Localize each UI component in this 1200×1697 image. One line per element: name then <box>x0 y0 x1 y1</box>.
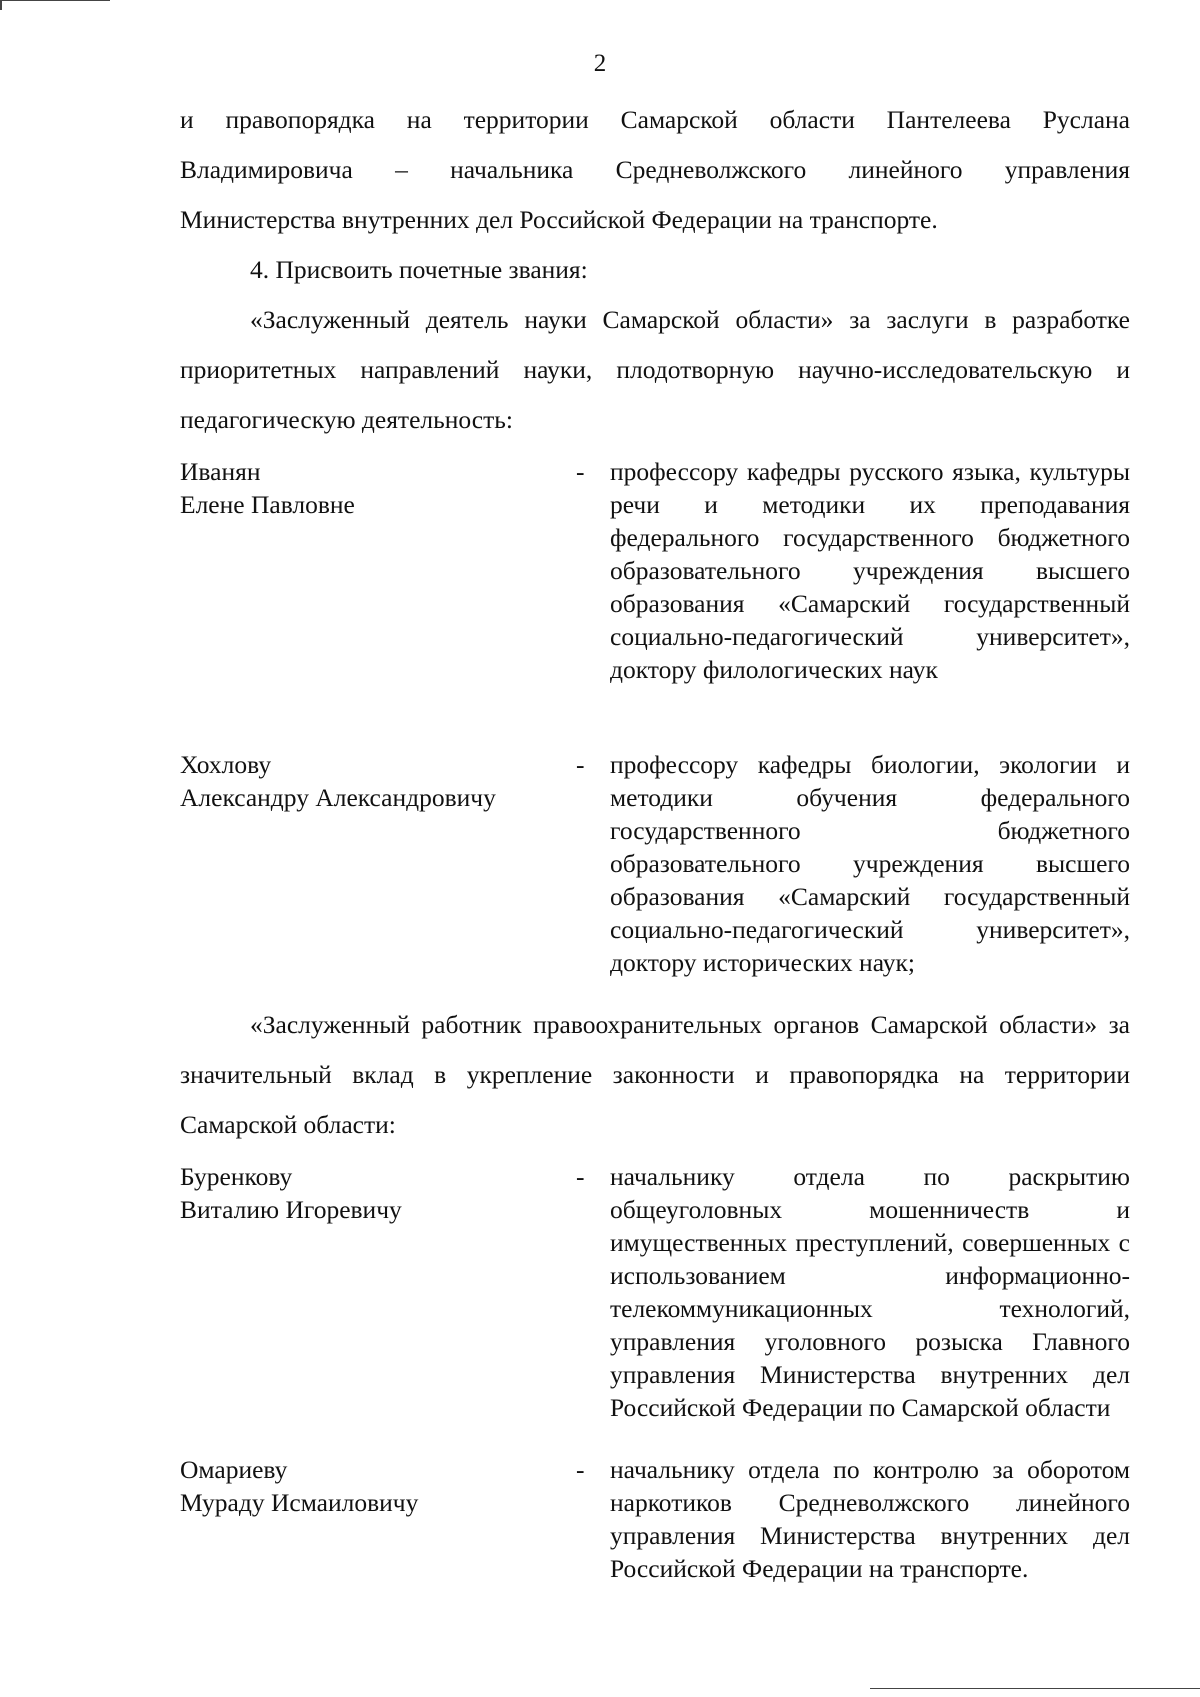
item-4-text: 4. Присвоить почетные звания: <box>250 255 588 284</box>
recipient-description: профессору кафедры биологии, экологии и методики обучения федерального государственного бюджетного образовательного учреждения высшего образования «Самарский государственный социально-педагогический университет», доктору исторических наук; <box>610 750 1130 977</box>
intro-line: Владимировича – начальника Средневолжского линейного управления <box>180 155 1130 184</box>
page-number: 2 <box>593 50 607 77</box>
recipient-surname: Хохлову <box>180 750 272 779</box>
entry-dash: - <box>576 1455 585 1484</box>
recipient-surname: Омариеву <box>180 1455 288 1484</box>
recipient-description: начальнику отдела по раскрытию общеуголовных мошенничеств и имущественных преступлений, совершенных с использованием информационно-телекоммуникационных технологий, управления уголовного розыска Главного управления Министерства внутренних дел Российской Федерации по Самарской области <box>610 1162 1130 1422</box>
recipient-surname: Буренкову <box>180 1162 293 1191</box>
recipient-description: начальнику отдела по контролю за оборотом наркотиков Средневолжского линейного управления Министерства внутренних дел Российской Федерации на транспорте. <box>610 1455 1130 1583</box>
recipient-name <box>180 1453 560 1519</box>
section-science-text: «Заслуженный деятель науки Самарской области» за заслуги в разработке приоритетных направлений науки, плодотворную научно-исследовательскую и педагогическую деятельность: <box>180 305 1130 434</box>
recipient-given-name: Мураду Исмаиловичу <box>180 1488 419 1517</box>
item-4-heading <box>180 245 1130 295</box>
intro-line: Министерства внутренних дел Российской Федерации на транспорте. <box>180 205 938 234</box>
recipient-given-name: Виталию Игоревичу <box>180 1195 402 1224</box>
recipient-given-name: Елене Павловне <box>180 490 355 519</box>
recipient-name <box>180 1160 560 1226</box>
recipient-description: профессору кафедры русского языка, культуры речи и методики их преподавания федерального государственного бюджетного образовательного учреждения высшего образования «Самарский государственный социально-педагогический университет», доктору филологических наук <box>610 457 1130 684</box>
section-science-heading <box>180 295 1130 445</box>
recipient-name <box>180 748 560 814</box>
recipient-name <box>180 455 560 521</box>
recipient-surname: Иванян <box>180 457 261 486</box>
scan-bottom-rule <box>870 1688 1200 1689</box>
intro-line: и правопорядка на территории Самарской области Пантелеева Руслана <box>180 105 1130 134</box>
entry-dash: - <box>576 457 585 486</box>
recipient-given-name: Александру Александровичу <box>180 783 496 812</box>
section-law-text: «Заслуженный работник правоохранительных органов Самарской области» за значительный вклад в укрепление законности и правопорядка на территории Самарской области: <box>180 1010 1130 1139</box>
entry-dash: - <box>576 750 585 779</box>
section-law-heading <box>180 1000 1130 1150</box>
scan-top-rule <box>0 0 110 1</box>
entry-dash: - <box>576 1162 585 1191</box>
intro-paragraph <box>180 95 1130 245</box>
scan-edge-mark <box>0 0 2 10</box>
